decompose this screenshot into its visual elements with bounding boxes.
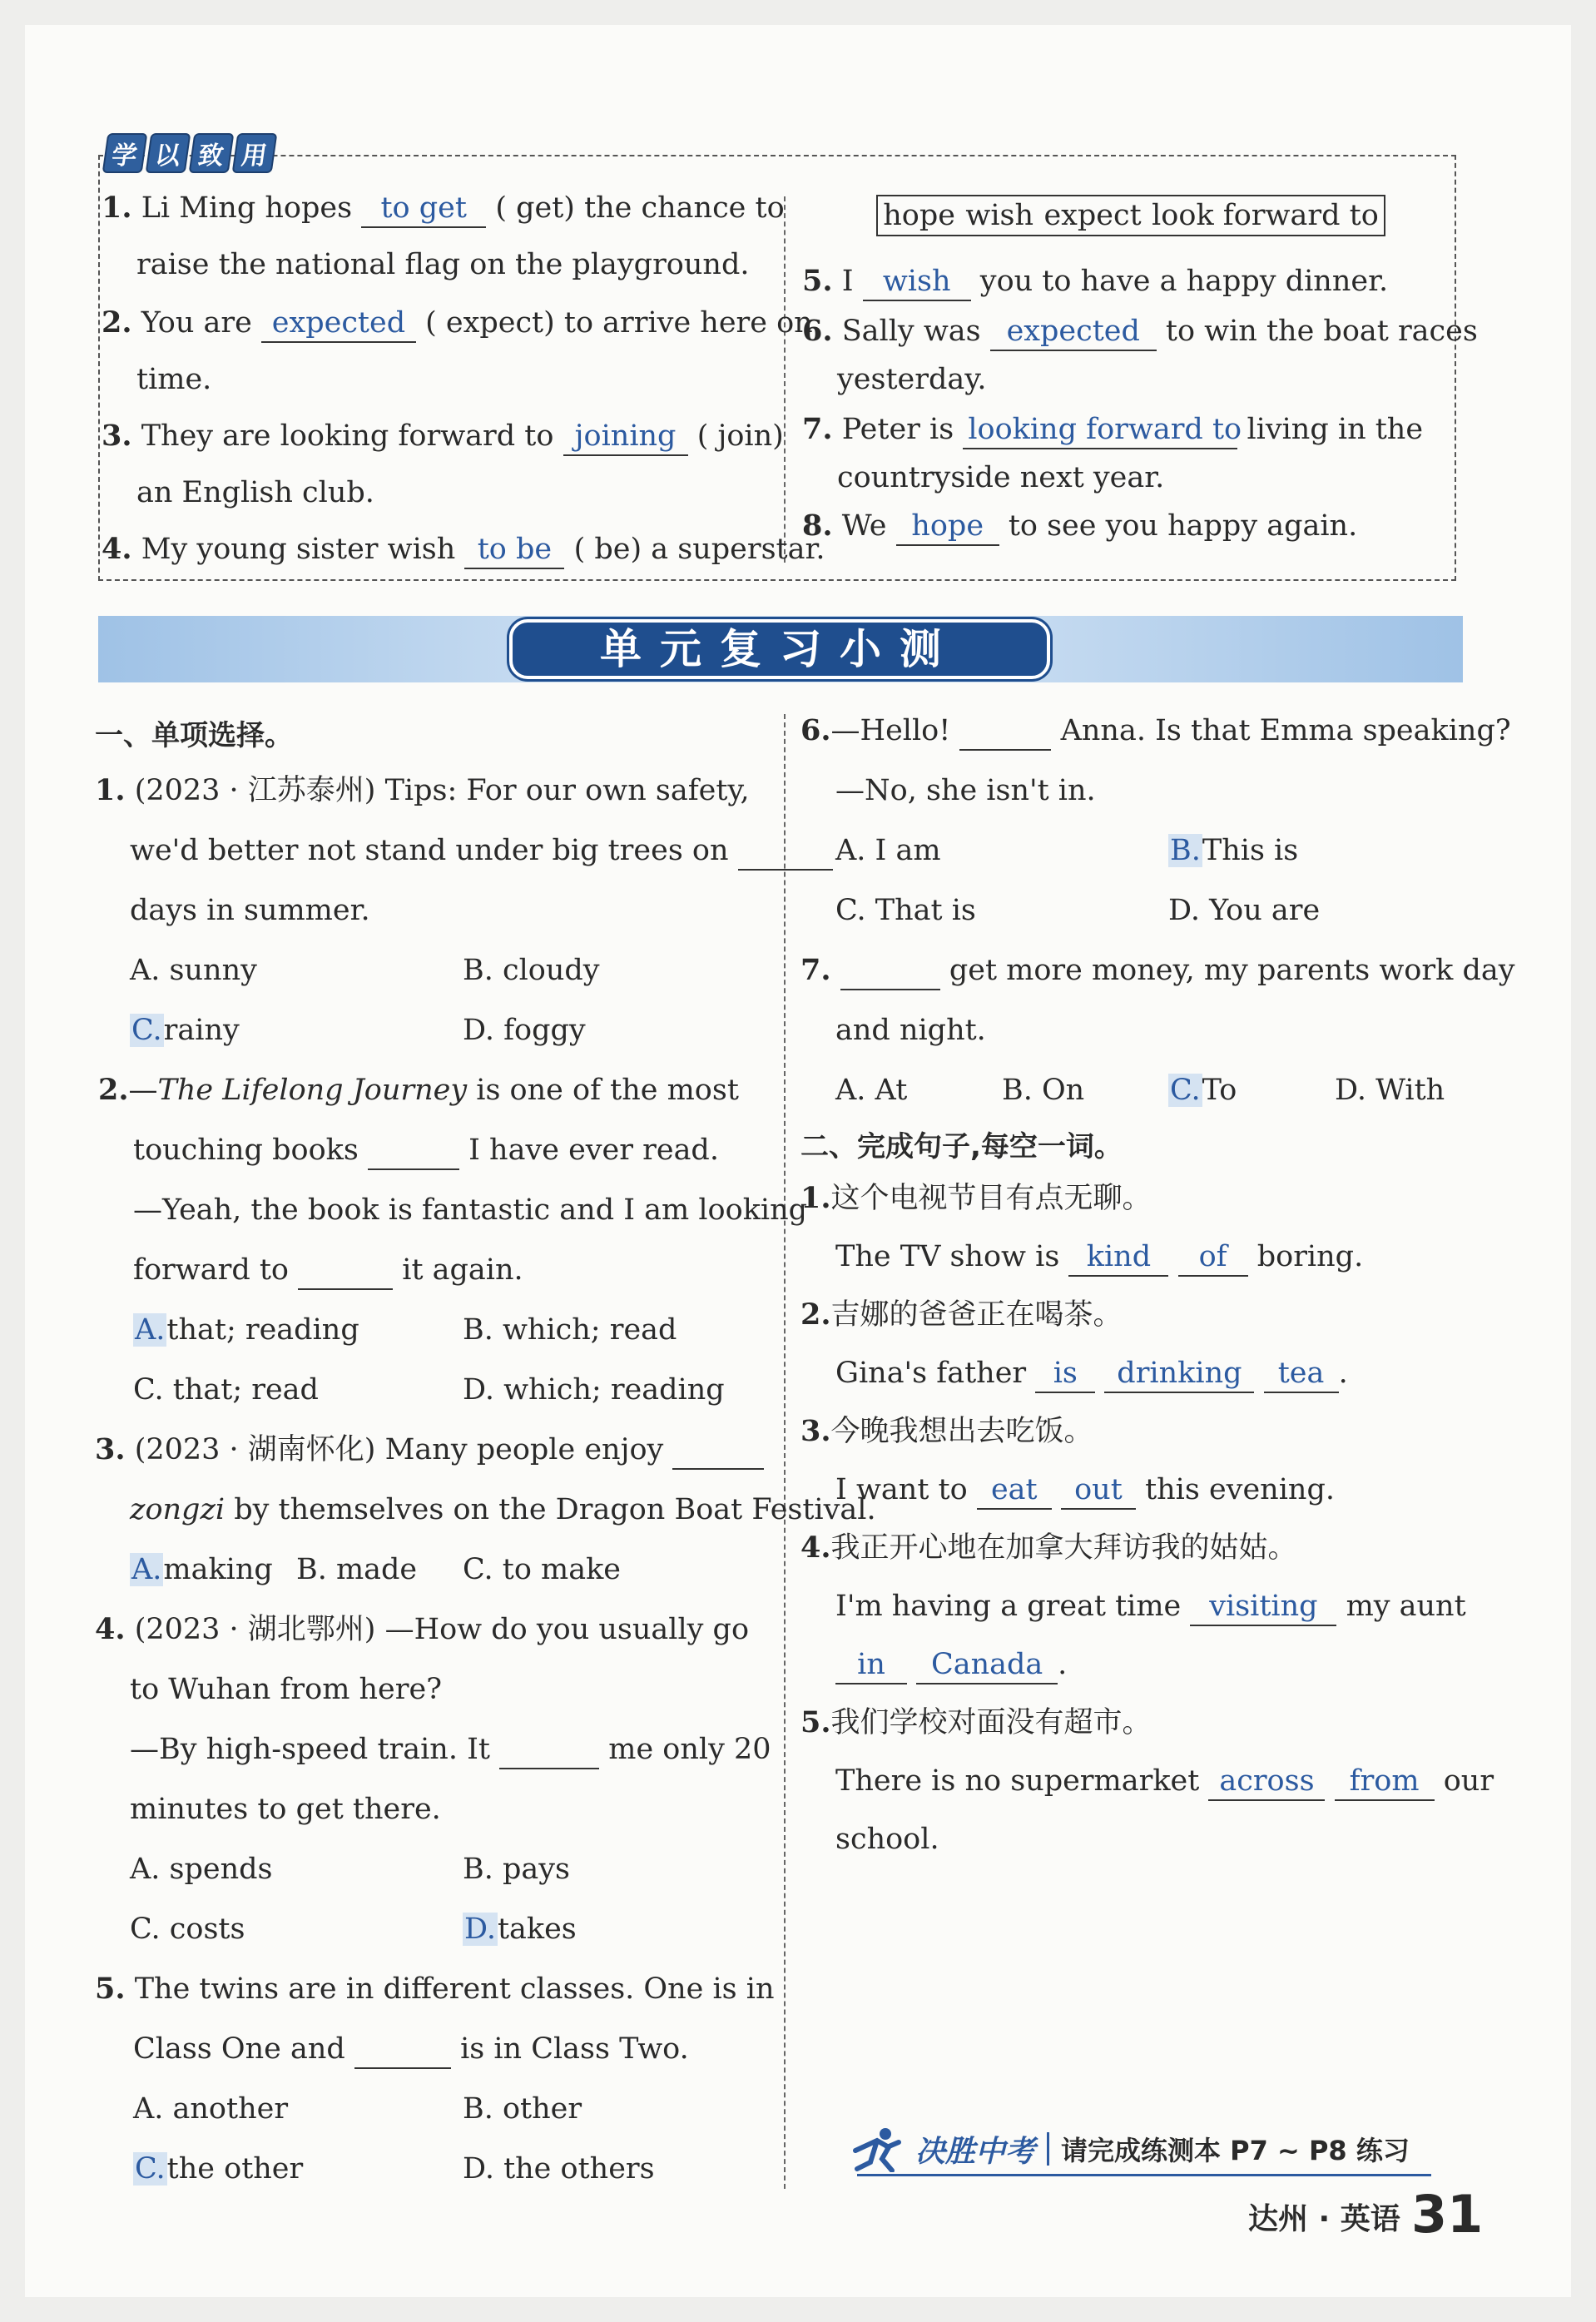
q4-option-c[interactable]: C. costs: [130, 1913, 245, 1946]
answer-blank[interactable]: [672, 1431, 764, 1470]
section1-title: 一、单项选择。: [95, 719, 293, 752]
answer-blank[interactable]: to be: [464, 531, 564, 569]
q5-line1: 5. The twins are in different classes. One is in: [95, 1972, 775, 2006]
q1-line1: 1. (2023 · 江苏泰州) Tips: For our own safety,: [95, 773, 750, 807]
answer-blank[interactable]: is: [1035, 1355, 1095, 1393]
q1-option-d[interactable]: D. foggy: [463, 1014, 586, 1047]
answer-blank[interactable]: across: [1208, 1763, 1325, 1801]
column-divider: [784, 714, 786, 2189]
answer-blank[interactable]: [298, 1252, 393, 1290]
practice-item-1-cont: raise the national flag on the playground.: [136, 248, 750, 281]
badge-char: 学: [102, 133, 148, 173]
s2-item-2-en: Gina's father is drinking tea .: [835, 1355, 1348, 1393]
q4-line1: 4. (2023 · 湖北鄂州) —How do you usually go: [95, 1612, 750, 1646]
s2-item-5-cont: school.: [835, 1823, 939, 1856]
q1-line2: we'd better not stand under big trees on: [130, 832, 833, 871]
practice-item-6: 6. Sally was expected to win the boat races: [802, 313, 1478, 351]
q1-option-c[interactable]: C.rainy: [131, 1014, 240, 1047]
q5-line2: Class One and is in Class Two.: [133, 2031, 689, 2069]
answer-blank[interactable]: [840, 952, 940, 990]
section2-title: 二、完成句子,每空一词。: [800, 1130, 1123, 1163]
q5-option-d[interactable]: D. the others: [463, 2152, 655, 2186]
practice-item-2-cont: time.: [136, 363, 212, 396]
answer-blank[interactable]: [368, 1132, 459, 1170]
q4-line3: —By high-speed train. It me only 20: [130, 1731, 771, 1769]
q5-option-c[interactable]: C.the other: [135, 2152, 304, 2186]
answer-blank[interactable]: Canada: [916, 1646, 1058, 1684]
word-option: expect: [1043, 199, 1142, 232]
practice-badge: [105, 133, 275, 173]
practice-item-2: 2. You are expected ( expect) to arrive here on: [102, 305, 813, 343]
answer-blank[interactable]: out: [1061, 1471, 1136, 1510]
q2-line4: forward to it again.: [133, 1252, 523, 1290]
answer-blank[interactable]: expected: [261, 305, 416, 343]
correct-answer-mark: A.: [135, 1313, 166, 1347]
answer-blank[interactable]: to get: [361, 190, 486, 228]
q4-option-d[interactable]: D.takes: [464, 1913, 577, 1946]
answer-blank[interactable]: joining: [563, 418, 688, 456]
practice-item-3-cont: an English club.: [136, 476, 374, 509]
q4-option-a[interactable]: A. spends: [130, 1853, 273, 1886]
q5-option-a[interactable]: A. another: [133, 2092, 289, 2126]
q7-option-a[interactable]: A. At: [835, 1074, 908, 1107]
answer-blank[interactable]: of: [1178, 1238, 1248, 1277]
answer-blank[interactable]: tea: [1264, 1355, 1339, 1393]
q1-option-a[interactable]: A. sunny: [130, 954, 257, 987]
practice-item-5: 5. I wish you to have a happy dinner.: [802, 263, 1388, 301]
footer-text: 请完成练测本 P7 ~ P8 练习: [1061, 2135, 1410, 2166]
q3-option-a[interactable]: A.making: [131, 1553, 273, 1586]
q4-line4: minutes to get there.: [130, 1793, 441, 1826]
footer-underline: [857, 2174, 1431, 2176]
answer-blank[interactable]: looking forward to: [963, 411, 1237, 449]
answer-blank[interactable]: drinking: [1104, 1355, 1254, 1393]
q7-option-b[interactable]: B. On: [1002, 1074, 1085, 1107]
answer-blank[interactable]: [499, 1731, 599, 1769]
runner-icon: [849, 2126, 904, 2172]
q2-option-c[interactable]: C. that; read: [133, 1373, 319, 1407]
q5-option-b[interactable]: B. other: [463, 2092, 582, 2126]
answer-blank[interactable]: in: [835, 1646, 907, 1684]
q6-line1: 6.—Hello! Anna. Is that Emma speaking?: [800, 712, 1511, 751]
answer-blank[interactable]: eat: [977, 1471, 1052, 1510]
badge-char: 以: [146, 133, 191, 173]
footer-banner: [849, 2124, 1431, 2174]
answer-blank[interactable]: [959, 712, 1051, 751]
answer-blank[interactable]: [738, 832, 833, 871]
correct-answer-mark: B.: [1170, 834, 1201, 867]
answer-blank[interactable]: hope: [896, 508, 999, 546]
answer-blank[interactable]: wish: [863, 263, 971, 301]
q3-line1: 3. (2023 · 湖南怀化) Many people enjoy: [95, 1431, 764, 1470]
practice-item-7-cont: countryside next year.: [837, 461, 1165, 494]
correct-answer-mark: C.: [135, 2152, 166, 2186]
q2-option-d[interactable]: D. which; reading: [463, 1373, 725, 1407]
word-box: [876, 195, 1385, 236]
q2-line2: touching books I have ever read.: [133, 1132, 719, 1170]
page-label: 达州 · 英语: [1248, 2202, 1400, 2236]
q6-line2: —No, she isn't in.: [835, 774, 1096, 807]
word-option: wish: [965, 199, 1034, 232]
answer-blank[interactable]: from: [1335, 1763, 1435, 1801]
q2-line3: —Yeah, the book is fantastic and I am looking: [133, 1193, 808, 1227]
answer-blank[interactable]: [354, 2031, 451, 2069]
q3-option-c[interactable]: C. to make: [463, 1553, 622, 1586]
practice-item-6-cont: yesterday.: [837, 363, 987, 396]
q3-line2: zongzi by themselves on the Dragon Boat Festival.: [130, 1493, 876, 1526]
banner-title: 单元复习小测: [509, 619, 1050, 679]
q6-option-a[interactable]: A. I am: [835, 834, 941, 867]
s2-item-1-cn: 1.这个电视节目有点无聊。: [800, 1181, 1152, 1215]
q1-line3: days in summer.: [130, 894, 370, 927]
q6-option-d[interactable]: D. You are: [1168, 894, 1321, 927]
s2-item-4-cont: in Canada .: [835, 1646, 1067, 1684]
q2-line1: 2.—The Lifelong Journey is one of the most: [98, 1073, 739, 1107]
q7-option-c[interactable]: C.To: [1170, 1074, 1237, 1107]
word-option: hope: [883, 199, 955, 232]
q7-line1: 7. get more money, my parents work day: [800, 952, 1515, 990]
page-number: 31: [1411, 2184, 1484, 2245]
footer-separator: [1047, 2132, 1049, 2166]
s2-item-5-en: There is no supermarket across from our: [835, 1763, 1494, 1801]
correct-answer-mark: A.: [131, 1553, 162, 1586]
practice-item-7: 7. Peter is looking forward to living in the: [802, 411, 1423, 449]
correct-answer-mark: D.: [464, 1913, 496, 1946]
practice-item-4: 4. My young sister wish to be ( be) a superstar.: [102, 531, 825, 569]
q3-option-b[interactable]: B. made: [296, 1553, 418, 1586]
q7-option-d[interactable]: D. With: [1335, 1074, 1445, 1107]
practice-item-8: 8. We hope to see you happy again.: [802, 508, 1357, 546]
s2-item-3-en: I want to eat out this evening.: [835, 1471, 1335, 1510]
q2-option-a[interactable]: A.that; reading: [135, 1313, 359, 1347]
practice-item-1: 1. Li Ming hopes to get ( get) the chance to: [102, 190, 785, 228]
q1-option-b[interactable]: B. cloudy: [463, 954, 600, 987]
q4-line2: to Wuhan from here?: [130, 1673, 442, 1706]
s2-item-1-en: The TV show is kind of boring.: [835, 1238, 1363, 1277]
answer-blank[interactable]: kind: [1068, 1238, 1168, 1277]
s2-item-2-cn: 2.吉娜的爸爸正在喝茶。: [800, 1297, 1123, 1332]
column-divider: [784, 196, 786, 563]
word-option: look forward to: [1152, 199, 1379, 232]
q6-option-b[interactable]: B.This is: [1170, 834, 1299, 867]
badge-char: 致: [189, 133, 235, 173]
practice-item-3: 3. They are looking forward to joining ( join): [102, 418, 784, 456]
badge-char: 用: [232, 133, 278, 173]
q4-option-b[interactable]: B. pays: [463, 1853, 570, 1886]
q6-option-c[interactable]: C. That is: [835, 894, 976, 927]
answer-blank[interactable]: visiting: [1190, 1588, 1336, 1626]
answer-blank[interactable]: expected: [990, 313, 1157, 351]
q7-line2: and night.: [835, 1014, 986, 1047]
correct-answer-mark: C.: [131, 1014, 162, 1047]
s2-item-4-cn: 4.我正开心地在加拿大拜访我的姑姑。: [800, 1531, 1297, 1565]
correct-answer-mark: C.: [1170, 1074, 1201, 1107]
s2-item-5-cn: 5.我们学校对面没有超市。: [800, 1705, 1152, 1739]
q2-option-b[interactable]: B. which; read: [463, 1313, 677, 1347]
s2-item-4-en: I'm having a great time visiting my aunt: [835, 1588, 1466, 1626]
s2-item-3-cn: 3.今晚我想出去吃饭。: [800, 1414, 1093, 1448]
footer-logo: 决胜中考: [915, 2134, 1036, 2169]
